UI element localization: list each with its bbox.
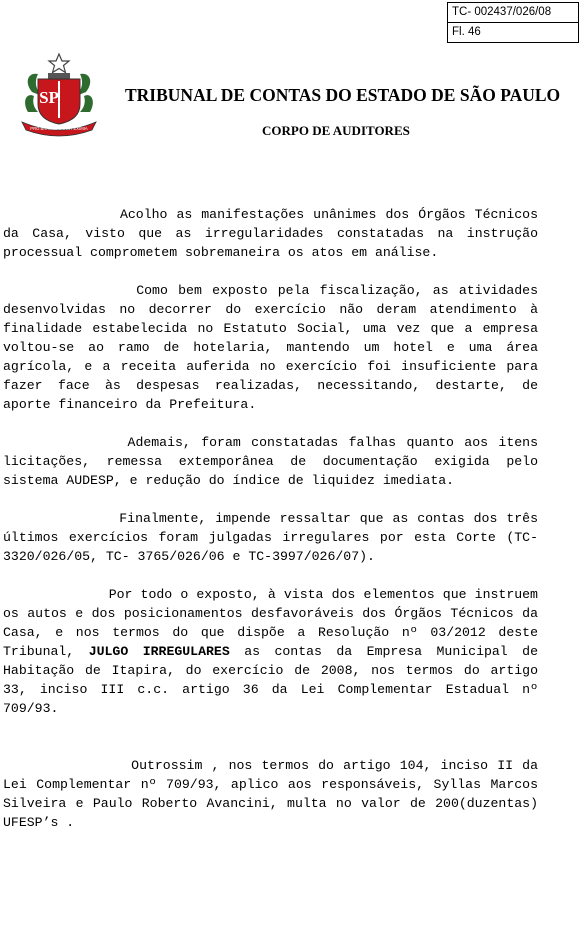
department-title: CORPO DE AUDITORES [262,123,410,138]
paragraph-failures [3,433,538,490]
process-number: TC- 002437/026/08 [452,6,552,18]
paragraph-findings [3,205,538,262]
verdict-label: JULGO IRREGULARES [88,644,230,659]
paragraph-verdict [3,585,538,718]
paragraph-text: Finalmente, impende ressaltar que as contas dos três últimos exercícios foram julgadas irregulares por esta Corte (TC- 3320/026/05, TC- 3765/026/06 e TC-3997/026/07). [3,511,538,564]
seal-motto: PRO BRASILIA FIANT EXIMIA [30,126,88,131]
paragraph-audit [3,281,538,414]
decision-body [3,205,538,832]
paragraph-text: Acolho as manifestações unânimes dos Órgãos Técnicos da Casa, visto que as irregularidades constatadas na instrução processual comprometem sobremaneira os atos em análise. [3,207,538,260]
organization-title: TRIBUNAL DE CONTAS DO ESTADO DE SÃO PAULO [125,85,561,105]
paragraph-text: Ademais, foram constatadas falhas quanto aos itens licitações, remessa extemporânea de documentação exigida pelo sistema AUDESP, e redução do índice de liquidez imediata. [3,435,538,488]
paragraph-text: Como bem exposto pela fiscalização, as atividades desenvolvidas no decorrer do exercício não deram atendimento à finalidade estabelecida no Estatuto Social, uma vez que a empresa voltou-se ao ramo de hotelaria, mantendo um hotel e uma área agrícola, e a receita auferida no exercício foi insuficiente para fazer face às despesas realizadas, necessitando, destarte, de aporte financeiro da Prefeitura. [3,283,538,412]
sheet-number: Fl. 46 [448,22,578,42]
paragraph-fine [3,756,538,832]
sao-paulo-coat-of-arms-logo [18,52,100,138]
paragraph-text: Por todo o exposto, à vista dos elementos que instruem os autos e dos posicionamentos desfavoráveis dos Órgãos Técnicos da Casa, e nos termos do que dispõe a Resolução nº 03/2012 deste Tribunal, [3,587,538,659]
seal-letter-s: SP [39,88,59,107]
paragraph-history [3,509,538,566]
process-stamp [447,2,579,43]
paragraph-text: as contas da Empresa Municipal de Habitação de Itapira, do exercício de 2008, nos termos do artigo 33, inciso III c.c. artigo 36 da Lei Complementar Estadual nº 709/93. [3,644,538,716]
paragraph-text: Outrossim , nos termos do artigo 104, inciso II da Lei Complementar nº 709/93, aplico aos responsáveis, Syllas Marcos Silveira e Paulo Roberto Avancini, multa no valor de 200(duzentas) UFESP’s . [3,758,538,830]
